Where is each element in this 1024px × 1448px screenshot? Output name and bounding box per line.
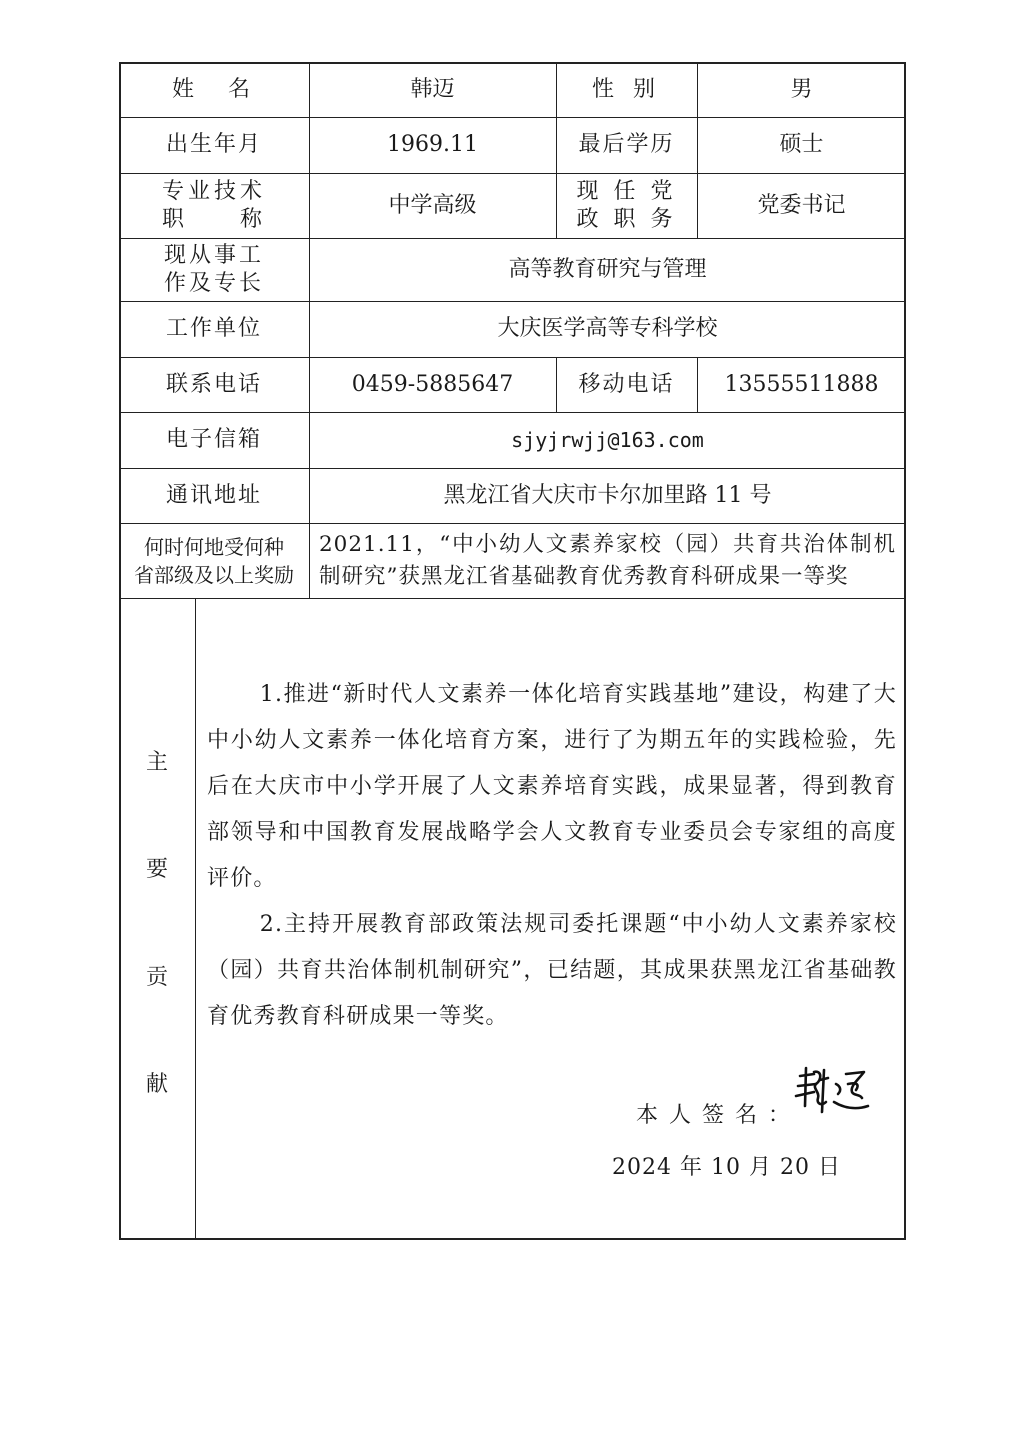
contribution-label xyxy=(119,600,195,1240)
title-label-line2: 职 称 xyxy=(161,206,266,232)
phone-value: 0459-5885647 xyxy=(351,371,514,397)
handwritten-signature xyxy=(792,1062,872,1122)
post-label-line1: 现 任 党 xyxy=(576,179,677,204)
work-label-line1: 现从事工 xyxy=(163,243,264,268)
post-value: 党委书记 xyxy=(757,192,846,218)
contribution-content xyxy=(207,672,897,1040)
award-label-line1: 何时何地受何种 xyxy=(144,534,284,559)
post-label-line2: 政 职 务 xyxy=(576,206,677,232)
title-label xyxy=(119,173,309,238)
address-label: 通讯地址 xyxy=(165,482,262,508)
contribution-paragraph-1: 1.推进“新时代人文素养一体化培育实践基地”建设，构建了大中小幼人文素养一体化培育方案，进行了为期五年的实践检验，先后在大庆市中小学开展了人文素养培育实践，成果显著，得到教育部领导和中国教育发展战略学会人文教育专业委员会专家组的高度评价。 xyxy=(207,682,897,891)
col-divider xyxy=(195,598,196,1240)
name-value: 韩迈 xyxy=(410,76,455,102)
email-label: 电子信箱 xyxy=(165,427,262,453)
award-label-line2: 省部级及以上奖励 xyxy=(134,562,294,587)
gender-value: 男 xyxy=(790,76,813,102)
award-value: 2021.11，“中小幼人文素养家校（园）共育共治体制机制研究”获黑龙江省基础教育优秀教育科研成果一等奖 xyxy=(319,532,896,589)
mobile-label: 移动电话 xyxy=(578,371,675,397)
signature-date: 2024 年 10 月 20 日 xyxy=(612,1155,841,1180)
work-value: 高等教育研究与管理 xyxy=(508,256,707,282)
contribution-label-char: 贡 xyxy=(145,965,168,990)
mobile-value: 13555511888 xyxy=(724,371,879,397)
unit-label: 工作单位 xyxy=(165,316,262,342)
award-label xyxy=(119,523,309,598)
address-value: 黑龙江省大庆市卡尔加里路 11 号 xyxy=(443,482,772,508)
birth-label: 出生年月 xyxy=(165,132,262,158)
education-value: 硕士 xyxy=(779,132,824,158)
contribution-label-char: 献 xyxy=(145,1072,168,1097)
signature-label: 本人签名： xyxy=(636,1103,802,1128)
title-label-line1: 专业技术 xyxy=(161,179,266,204)
phone-label: 联系电话 xyxy=(165,371,262,397)
education-label: 最后学历 xyxy=(578,132,675,158)
unit-value: 大庆医学高等专科学校 xyxy=(497,316,718,342)
row-divider xyxy=(119,598,906,599)
gender-label: 性 别 xyxy=(592,76,661,102)
email-value: sjyjrwjj@163.com xyxy=(511,427,704,452)
work-label xyxy=(119,238,309,301)
contribution-label-char: 要 xyxy=(145,857,168,882)
title-value: 中学高级 xyxy=(388,192,477,218)
work-label-line2: 作及专长 xyxy=(163,270,264,296)
post-label xyxy=(556,173,697,238)
birth-value: 1969.11 xyxy=(387,132,478,158)
contribution-label-char: 主 xyxy=(145,750,168,775)
contribution-paragraph-2: 2.主持开展教育部政策法规司委托课题“中小幼人文素养家校（园）共育共治体制机制研究”，已结题，其成果获黑龙江省基础教育优秀教育科研成果一等奖。 xyxy=(207,912,897,1029)
name-label: 姓 名 xyxy=(171,76,256,102)
